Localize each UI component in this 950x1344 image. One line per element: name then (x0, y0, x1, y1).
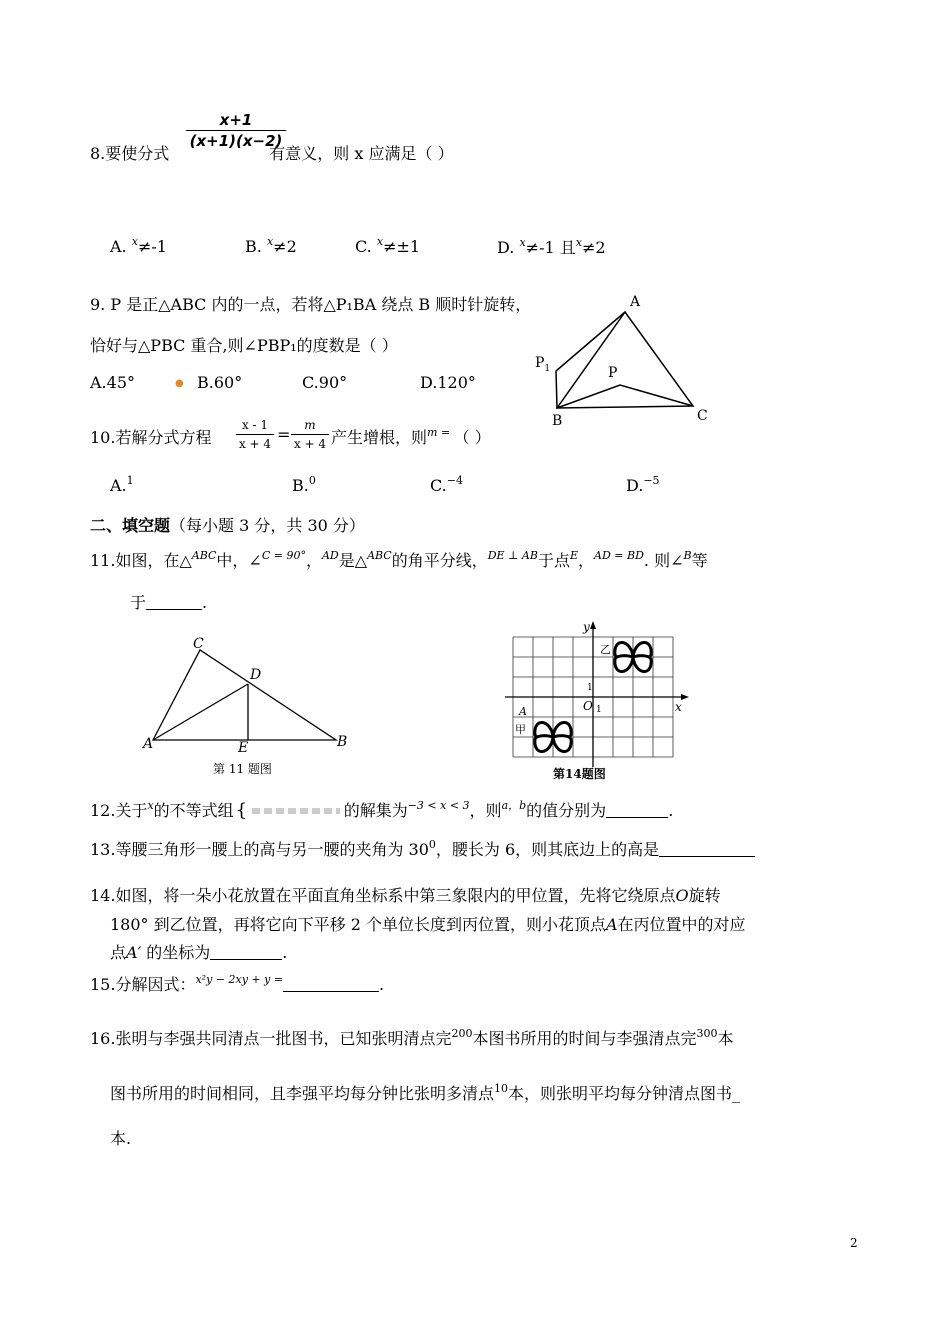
fig14-label-y: y (583, 620, 590, 634)
q9-option-c: C.90° (302, 373, 348, 392)
fig14-label-x: x (675, 700, 682, 714)
q10-option-a: A.$^1$ (110, 474, 134, 495)
label-c: C (697, 408, 708, 424)
q8-option-a: A. $^x$≠-1 (110, 235, 167, 256)
q9-option-d: D.120° (420, 373, 476, 392)
fig14-label-a: A (519, 705, 527, 718)
q14-line1: 14.如图，将一朵小花放置在平面直角坐标系中第三象限内的甲位置，先将它绕原点O旋转 (90, 886, 721, 905)
fig11-caption: 第 11 题图 (213, 762, 272, 776)
q12-answer-blank[interactable] (606, 817, 668, 818)
fig11 (138, 630, 358, 778)
fig11-label-c: C (193, 636, 204, 652)
q16-line1: 16.张明与李强共同清点一批图书，已知张明清点完$^{200}$本图书所用的时间与李强清点完$^{300}$本 (90, 1027, 734, 1048)
fig14-caption: 第14题图 (553, 767, 606, 781)
q8-stem (90, 141, 454, 164)
fig14-x-arrow (681, 694, 689, 700)
q14-line2: 180° 到乙位置，再将它向下平移 2 个单位长度到丙位置，则小花顶点A在丙位置中的对应 (110, 915, 746, 934)
q8-option-b: B. $^x$≠2 (245, 235, 297, 256)
fig11-label-a: A (143, 736, 154, 752)
section-2-title: 二、填空题 (90, 516, 171, 535)
q14-line3: 点A′ 的坐标为 . (110, 943, 288, 962)
q10-middle: 产生增根，则$^m$ = （ ） (331, 426, 491, 447)
q8-option-c: C. $^x$≠±1 (355, 235, 421, 256)
q15-answer-blank[interactable] (283, 991, 379, 992)
q15-line: 15.分解因式：$^{x^2y - 2xy + y =}$ . (90, 973, 385, 994)
q8-numerator: x+1 (219, 111, 253, 129)
q12-system-placeholder: { (234, 803, 344, 819)
label-p: P (608, 365, 618, 381)
q9-figure (525, 285, 725, 430)
label-a: A (630, 294, 641, 310)
triangle-abc (557, 312, 693, 408)
q13-answer-blank[interactable] (659, 856, 755, 857)
q10-option-c: C.$^{-4}$ (430, 474, 463, 495)
q10-option-b: B.$^0$ (292, 474, 316, 495)
q8-denominator: (x+1)(x−2) (186, 130, 286, 151)
triangle-pbc (557, 385, 693, 408)
fig11-triangle (153, 650, 336, 740)
fig11-label-d: D (250, 667, 262, 683)
section-2-heading (90, 513, 365, 536)
q9-option-a: A.45° (90, 373, 135, 392)
label-p1: $P_1$ (535, 355, 551, 374)
fig14-label-jia: 甲 (515, 723, 526, 736)
q11-line2: 于 . (130, 593, 208, 612)
fig11-label-e: E (238, 740, 249, 756)
q11-line1: 11.如图，在△$^{ABC}$中，∠$^{C = 90^\circ}$，$^{AD}$是△$^{ABC}$的角平分线，$^{DE \perp AB}$于点$^E$，$^{AD = BD}$. 则∠$^B$等 (90, 549, 708, 570)
q10-lhs-fraction: $\frac{x - 1}{x + 4}$ (236, 417, 274, 453)
q9-option-b: B.60° (197, 373, 243, 392)
fig14-label-one-y: 1 (587, 683, 593, 693)
section-2-note: （每小题 3 分，共 30 分） (170, 516, 365, 535)
q10-prefix: 10.若解分式方程 (90, 428, 212, 447)
fig11-label-b: B (337, 734, 348, 750)
q9-line1: 9. P 是正△ABC 内的一点，若将△P₁BA 绕点 B 顺时针旋转， (90, 295, 532, 314)
q9-dot-mark: ● (175, 378, 184, 389)
page-number: 2 (850, 1236, 858, 1250)
q10-equals: = (277, 425, 291, 444)
q14-answer-blank[interactable] (210, 959, 282, 960)
q12-line: 12.关于$^x$的不等式组 { 的解集为$^{-3 < x < 3}$，则$^{a,b}$的值分别为 . (90, 799, 674, 821)
q10-option-d: D.$^{-5}$ (626, 474, 660, 495)
q13-line: 13.等腰三角形一腰上的高与另一腰的夹角为 $30^0$，腰长为 6，则其底边上的高是 (90, 837, 755, 860)
label-b: B (552, 413, 563, 429)
q8-stem-prefix: 8.要使分式 (90, 144, 170, 163)
q10-rhs-fraction: $\frac{m}{x + 4}$ (291, 417, 329, 453)
fig14-label-one-x: 1 (596, 705, 602, 715)
q11-answer-blank[interactable] (146, 609, 202, 610)
q16-line2: 图书所用的时间相同，且李强平均每分钟比张明多清点$^{10}$本，则张明平均每分钟清点图书_ (110, 1082, 741, 1103)
fig14-label-o: O (583, 699, 593, 713)
q9-line2: 恰好与△PBC 重合,则∠PBP₁的度数是（ ） (90, 336, 398, 355)
q8-stem-suffix: 有意义，则 x 应满足（ ） (269, 144, 454, 163)
fig14 (505, 617, 695, 787)
fig14-y-arrow (590, 621, 596, 629)
fig14-label-yi: 乙 (600, 643, 611, 656)
q8-option-d: D. $^x$≠-1 且$^x$≠2 (497, 236, 606, 257)
q16-line3: 本. (110, 1129, 132, 1148)
